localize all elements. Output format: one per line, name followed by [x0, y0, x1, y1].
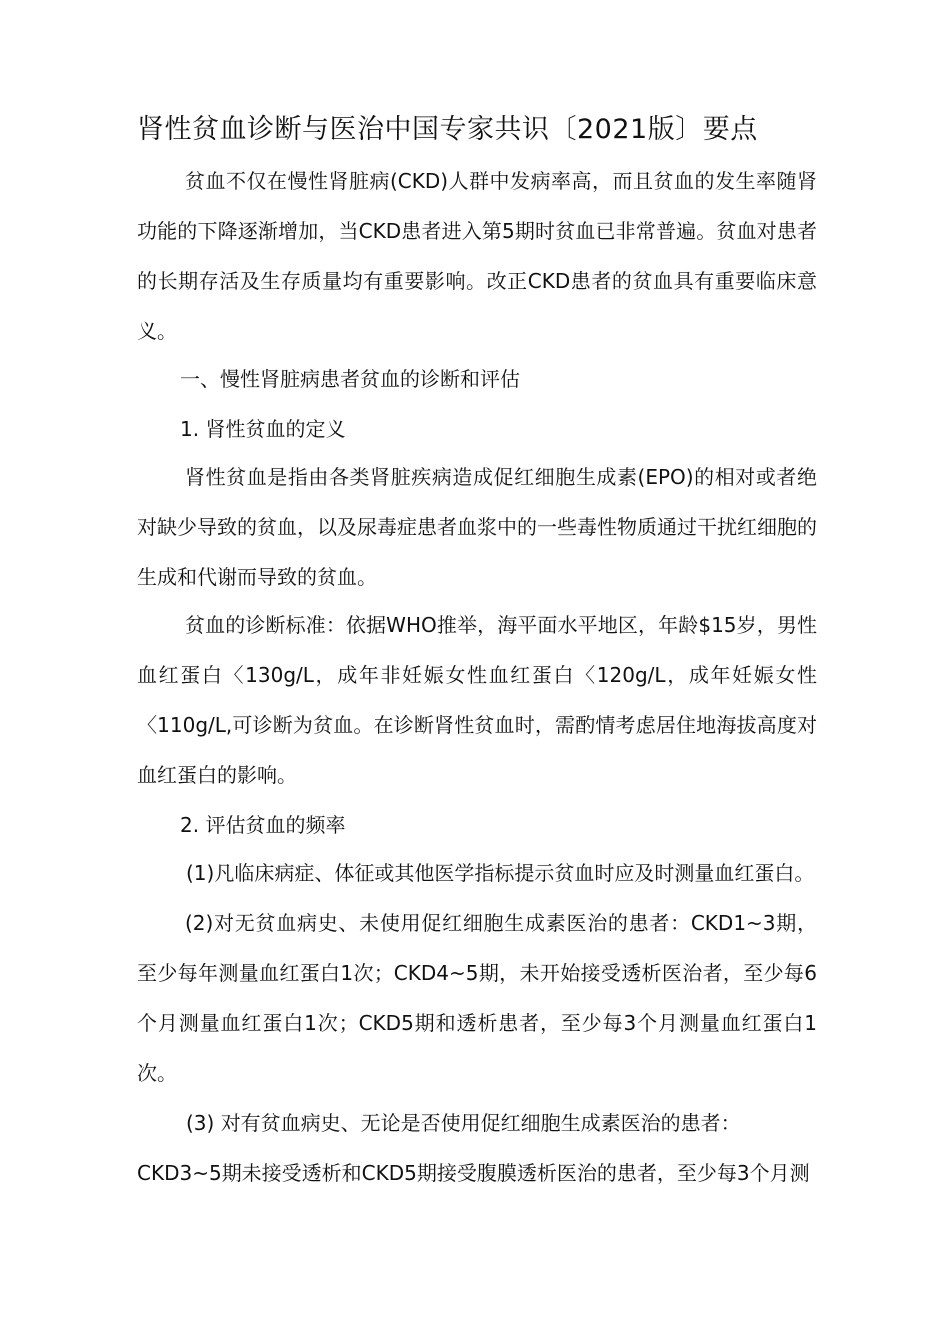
intro-paragraph: 贫血不仅在慢性肾脏病(CKD)人群中发病率高，而且贫血的发生率随肾功能的下降逐渐增加，当CKD患者进入第5期时贫血已非常普遍。贫血对患者的长期存活及生存质量均有重要影响。改正CKD患者的贫血具有重要临床意义。 [137, 169, 817, 343]
list-item-1: (1)凡临床病症、体征或其他医学指标提示贫血时应及时测量血红蛋白。 [186, 861, 815, 885]
subsection-heading-frequency: 2. 评估贫血的频率 [180, 813, 346, 837]
criteria-paragraph: 贫血的诊断标准：依据WHO推举，海平面水平地区，年龄$15岁，男性血红蛋白〈130g/L，成年非妊娠女性血红蛋白〈120g/L，成年妊娠女性〈110g/L,可诊断为贫血。在诊断肾性贫血时，需酌情考虑居住地海拔高度对血红蛋白的影响。 [137, 613, 817, 787]
list-item-2: (2)对无贫血病史、未使用促红细胞生成素医治的患者：CKD1~3期，至少每年测量血红蛋白1次；CKD4~5期，未开始接受透析医治者，至少每6个月测量血红蛋白1次；CKD5期和透析患者，至少每3个月测量血红蛋白1次。 [137, 911, 817, 1085]
list-item-3-line-2: CKD3~5期未接受透析和CKD5期接受腹膜透析医治的患者，至少每3个月测 [137, 1161, 810, 1185]
list-item-3-line-1: (3) 对有贫血病史、无论是否使用促红细胞生成素医治的患者： [186, 1111, 741, 1135]
document-title: 肾性贫血诊断与医治中国专家共识〔2021版〕要点 [137, 114, 758, 145]
subsection-heading-definition: 1. 肾性贫血的定义 [180, 417, 346, 441]
definition-paragraph: 肾性贫血是指由各类肾脏疾病造成促红细胞生成素(EPO)的相对或者绝对缺少导致的贫血，以及尿毒症患者血浆中的一些毒性物质通过干扰红细胞的生成和代谢而导致的贫血。 [137, 465, 817, 589]
section-heading-diagnosis: 一、慢性肾脏病患者贫血的诊断和评估 [180, 367, 520, 391]
